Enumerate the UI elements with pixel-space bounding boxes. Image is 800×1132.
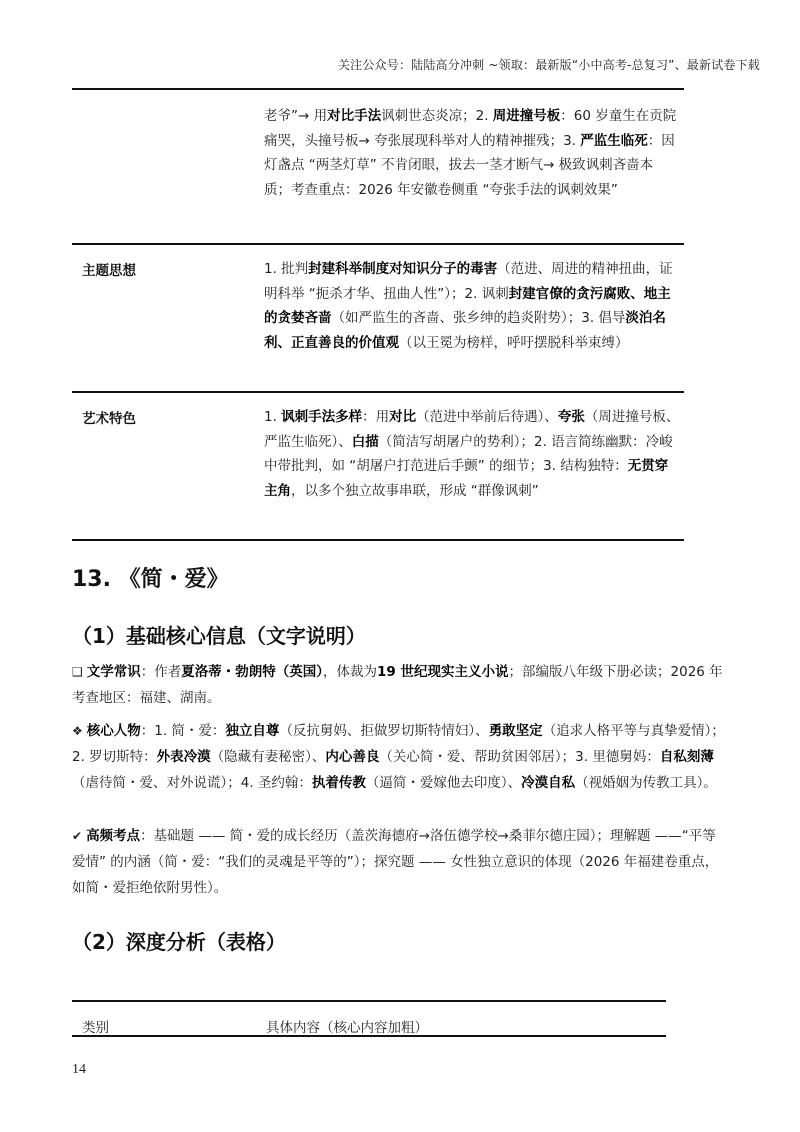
text-segment: （隐藏有妻秘密）、 [210, 749, 326, 765]
row-category: 主题思想 [82, 263, 136, 279]
text-segment: ；部编版八年级下册必读；2026 年考查地区：福建、湖南。 [72, 664, 723, 706]
text-segment: ：用 [362, 409, 390, 425]
text-segment: （如严监生的吝啬、张乡绅的趋炎附势）；3. 倡导 [331, 310, 626, 326]
checkbox-bullet-icon: ❑ [72, 665, 83, 679]
bold-segment: 白描 [351, 433, 379, 450]
row-content [264, 90, 680, 218]
header-note: 关注公众号：陆陆高分冲刺 ~领取：最新版“小中高考-总复习”、最新试卷下载 [337, 58, 760, 72]
bold-segment: 封建官僚的贪污腐败、地主的贪婪吝啬 [264, 285, 671, 326]
bold-segment: 严监生临死 [580, 132, 648, 149]
bold-segment: 讽刺手法多样 [281, 409, 363, 425]
diamond-bullet-icon: ❖ [72, 724, 83, 738]
bold-segment: 周进撞号板 [492, 108, 561, 124]
core-characters-paragraph [72, 718, 728, 796]
row-category: 艺术特色 [82, 411, 136, 427]
text-segment: 1. [264, 409, 282, 425]
text-segment: （简洁写胡屠户的势利）；2. 语言简练幽默：冷峻中带批判，如 “胡屠户打范进后手颤” 的细节；3. 结构独特： [264, 433, 673, 474]
bold-segment: 夏洛蒂・勃朗特（英国） [181, 664, 324, 680]
row-content [264, 393, 680, 513]
section-title: 13. 《简・爱》 [72, 567, 229, 592]
table-row [72, 393, 684, 541]
text-segment: ，以多个独立故事串联，形成 “群像讽刺” [291, 482, 539, 499]
text-segment: （虐待简・爱、对外说谎）；4. 圣约翰： [72, 775, 312, 791]
text-segment: （视婚姻为传教工具）。 [575, 775, 717, 791]
literary-knowledge-paragraph [72, 659, 728, 711]
subsection-title: （2）深度分析（表格） [72, 930, 286, 954]
text-segment: （追求人格平等与真挚爱情）；2. 罗切斯特： [72, 723, 725, 765]
subsection-title: （1）基础核心信息（文字说明） [72, 624, 366, 648]
text-segment: （以王冕为榜样，呼吁摆脱科举束缚） [399, 334, 629, 351]
text-segment: ：60 岁童生在贡院痛哭，头撞号板→ 夸张展现科举对人的精神摧残；3. [264, 108, 677, 149]
column-header-category: 类别 [82, 1020, 109, 1036]
exam-points-paragraph [72, 823, 728, 901]
bold-segment: 勇敢坚定 [488, 723, 543, 739]
bold-segment: 对比 [389, 409, 417, 425]
text-segment: （关心简・爱、帮助贫困邻居）；3. 里德舅妈： [379, 749, 660, 765]
check-bullet-icon: ✔ [72, 829, 83, 843]
text-segment: 讽刺世态炎凉；2. [381, 108, 493, 124]
bold-segment: 夸张 [557, 409, 585, 425]
bold-segment: 无贯穿主角 [264, 458, 669, 499]
analysis-table-continued [72, 88, 684, 541]
text-segment: （逼简・爱嫁他去印度）、 [365, 775, 522, 791]
table-row [72, 90, 684, 245]
bold-segment: 高频考点 [86, 828, 141, 844]
table-row [72, 245, 684, 393]
bold-segment: 封建科举制度对知识分子的毒害 [308, 261, 498, 277]
bold-segment: 内心善良 [325, 749, 380, 765]
text-segment: 1. 批判 [264, 261, 309, 277]
text-segment: （范进、周进的精神扭曲，证明科举 “扼杀才华、扭曲人性”）；2. 讽刺 [264, 261, 673, 302]
bold-segment: 执着传教 [311, 775, 366, 791]
bold-segment: 自私刻薄 [659, 749, 714, 765]
text-segment: ：因灯盏点 “两茎灯草” 不肯闭眼，拔去一茎才断气→ 极致讽刺吝啬本质；考查重点：2026 年安徽卷侧重 “夸张手法的讽刺效果” [264, 132, 675, 198]
bold-segment: 外表冷漠 [156, 749, 211, 765]
text-segment: （周进撞号板、严监生临死）、 [264, 409, 680, 450]
row-content [264, 245, 680, 365]
bold-segment: 淡泊名利、正直善良的价值观 [264, 310, 666, 351]
bold-segment: 19 世纪现实主义小说 [377, 664, 509, 680]
bold-segment: 冷漠自私 [521, 775, 576, 791]
text-segment: ：作者 [140, 664, 182, 680]
bold-segment: 文学常识 [86, 664, 141, 680]
page-number: 14 [72, 1062, 86, 1077]
bold-segment: 核心人物 [86, 723, 141, 739]
text-segment: ：基础题 —— 简・爱的成长经历（盖茨海德府→洛伍德学校→桑菲尔德庄园）；理解题 ——“平等爱情” 的内涵（简・爱：“我们的灵魂是平等的”）；探究题 —— 女性独立意识的体现（2026 年福建卷重点，如简・爱拒绝依附男性）。 [72, 828, 719, 896]
column-header-content: 具体内容（核心内容加粗） [266, 1020, 428, 1036]
analysis-table-header [72, 1000, 666, 1037]
text-segment: （反抗舅妈、拒做罗切斯特情妇）、 [279, 723, 489, 739]
bold-segment: 独立自尊 [225, 723, 280, 739]
text-segment: 老爷”→ 用 [264, 108, 328, 124]
text-segment: （范进中举前后待遇）、 [416, 409, 558, 425]
text-segment: ，体裁为 [323, 664, 378, 680]
bold-segment: 对比手法 [327, 108, 382, 124]
text-segment: ：1. 简・爱： [140, 723, 226, 739]
